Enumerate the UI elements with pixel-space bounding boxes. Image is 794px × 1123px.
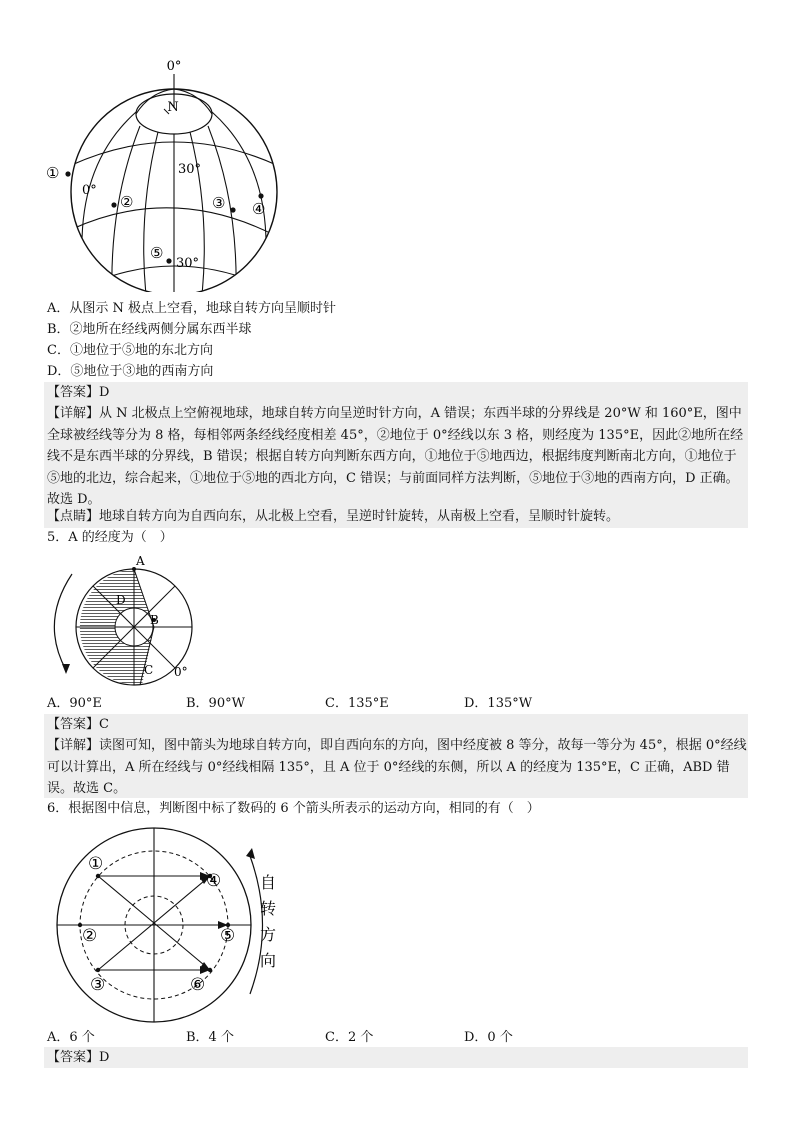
- num-1: ①: [88, 854, 104, 874]
- num-4: ④: [206, 871, 222, 891]
- polar-figure: [44, 552, 204, 692]
- q4-answer: 【答案】D: [47, 385, 110, 400]
- q5-option-d: D．135°W: [464, 696, 533, 711]
- label-N: N: [167, 100, 179, 115]
- q6-answer: 【答案】D: [47, 1050, 110, 1065]
- num-2: ②: [82, 926, 98, 946]
- q5-option-c: C．135°E: [325, 696, 389, 711]
- rot-char-2: 转: [260, 899, 277, 918]
- num-3: ③: [90, 975, 106, 995]
- q4-tip: 【点睛】地球自转方向为自西向东，从北极上空看，呈逆时针旋转，从南极上空看，呈顺时针旋转。: [47, 509, 620, 524]
- rot-char-3: 方: [260, 925, 277, 944]
- q4-detail: 【详解】从 N 北极点上空俯视地球，地球自转方向呈逆时针方向，A 错误；东西半球的分界线是 20°W 和 160°E，图中全球被经线等分为 8 格，每相邻两条经线经度相差 45°，②地位于 0°经线以东 3 格，则经度为 135°E，因此②地所在经线不是东西半球的分界线，B 错误；根据自转方向判断东西方向，①地位于⑤地西边，根据纬度判断南北方向，①地位于⑤地的北边，综合起来，①地位于⑤地的西北方向，C 错误；与前面同样方法判断，⑤地位于③地的西南方向，D 正确。故选 D。: [47, 406, 744, 507]
- num-6: ⑥: [190, 975, 206, 995]
- label-D: D: [116, 593, 126, 607]
- rot-char-1: 自: [260, 873, 277, 892]
- label-30-bottom: 30°: [176, 256, 200, 271]
- point-5: ⑤: [150, 244, 164, 262]
- rot-char-4: 向: [260, 951, 277, 970]
- q4-option-c: C．①地位于⑤地的东北方向: [47, 343, 213, 358]
- q6-option-c: C．2 个: [325, 1030, 374, 1045]
- q6-answer-block: [44, 1047, 748, 1068]
- label-A: A: [136, 554, 145, 568]
- q4-option-b: B．②地所在经线两侧分属东西半球: [47, 322, 252, 337]
- q6-option-a: A．6 个: [47, 1030, 95, 1045]
- globe-figure: [40, 52, 300, 292]
- label-B: B: [150, 613, 159, 627]
- num-5: ⑤: [220, 926, 236, 946]
- q5-answer: 【答案】C: [47, 717, 109, 732]
- label-0-left: 0°: [82, 183, 97, 198]
- q4-option-d: D．⑤地位于③地的西南方向: [47, 364, 214, 379]
- point-4: ④: [252, 200, 266, 218]
- q5-question: 5．A 的经度为（ ）: [47, 530, 173, 545]
- q5-detail: 【详解】读图可知，图中箭头为地球自转方向，即自西向东的方向，图中经度被 8 等分，故每一等分为 45°，根据 0°经线可以计算出，A 所在经线与 0°经线相隔 135°，且 A 位于 0°经线的东侧，所以 A 的经度为 135°E，C 正确，ABD 错误。故选 C。: [47, 738, 747, 796]
- label-0-top: 0°: [166, 59, 182, 74]
- point-3: ③: [212, 194, 226, 212]
- label-30-mid: 30°: [178, 162, 202, 177]
- label-C: C: [144, 663, 154, 677]
- rotation-figure: [50, 826, 290, 1024]
- q5-option-b: B．90°W: [186, 696, 245, 711]
- q6-question: 6．根据图中信息，判断图中标了数码的 6 个箭头所表示的运动方向，相同的有（ ）: [47, 801, 540, 816]
- q6-option-d: D．0 个: [464, 1030, 513, 1045]
- label-0deg: 0°: [174, 665, 188, 679]
- point-1: ①: [46, 164, 60, 182]
- q4-option-a: A．从图示 N 极点上空看，地球自转方向呈顺时针: [47, 301, 337, 316]
- q5-option-a: A．90°E: [47, 696, 102, 711]
- point-2: ②: [120, 193, 134, 211]
- q6-option-b: B．4 个: [186, 1030, 234, 1045]
